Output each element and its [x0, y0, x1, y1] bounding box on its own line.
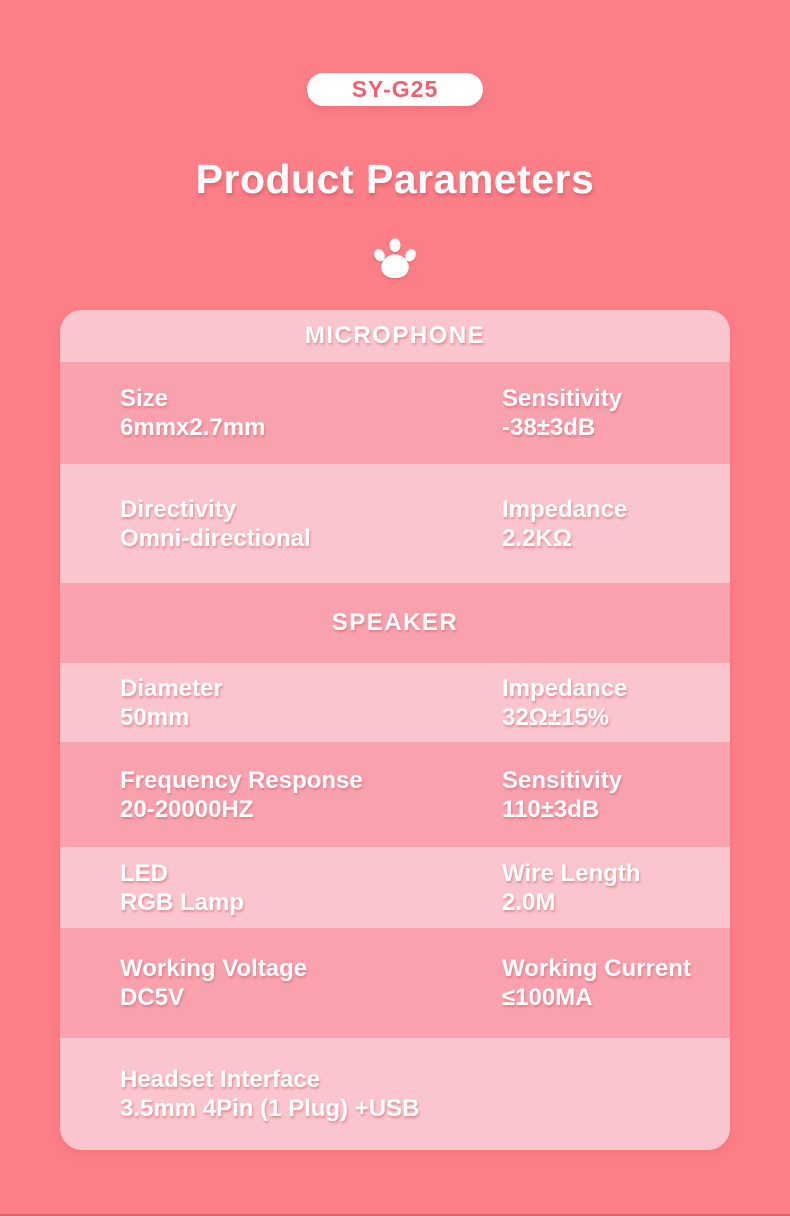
spec-value: 3.5mm 4Pin (1 Plug) +USB [120, 1095, 420, 1122]
spec-row [60, 663, 730, 742]
spec-cell-left [60, 384, 502, 442]
spec-label: Size [120, 385, 169, 412]
spec-label: Working Voltage [120, 955, 308, 982]
spec-label: Wire Length [502, 859, 641, 887]
spec-value: 2.2KΩ [502, 524, 572, 552]
spec-row [60, 362, 730, 464]
spec-value: 50mm [120, 703, 190, 731]
spec-cell-left [60, 766, 502, 824]
model-badge-label: SY-G25 [351, 76, 439, 102]
section-header-microphone: MICROPHONE [60, 310, 730, 362]
spec-value: 20-20000HZ [120, 795, 254, 823]
spec-cell-left [60, 495, 502, 553]
spec-label: Headset Interface [120, 1066, 321, 1093]
spec-cell-left [60, 859, 502, 917]
spec-cell-right [502, 859, 730, 917]
spec-label: Frequency Response [120, 766, 363, 794]
spec-label: LED [120, 859, 168, 887]
spec-value: -38±3dB [502, 414, 596, 441]
page-title: Product Parameters [195, 156, 595, 202]
spec-value: 110±3dB [502, 795, 600, 823]
spec-cell-right [502, 954, 730, 1012]
paw-icon [372, 237, 418, 279]
spec-cell-left [60, 674, 502, 732]
spec-row [60, 464, 730, 583]
spec-row [60, 742, 730, 847]
spec-value: 2.0M [502, 888, 556, 916]
spec-cell-right [502, 384, 730, 442]
spec-label: Working Current [502, 955, 691, 982]
spec-card [60, 310, 730, 1150]
spec-cell-right [502, 766, 730, 824]
spec-label: Impedance [502, 495, 628, 523]
spec-value: ≤100MA [502, 984, 593, 1011]
spec-value: DC5V [120, 984, 185, 1011]
spec-label: Diameter [120, 674, 223, 702]
spec-label: Impedance [502, 674, 628, 702]
spec-label: Directivity [120, 495, 237, 523]
spec-label: Sensitivity [502, 766, 623, 794]
model-badge [307, 73, 483, 106]
spec-value: RGB Lamp [120, 888, 245, 916]
spec-cell-left [60, 954, 502, 1012]
spec-label: Sensitivity [502, 385, 623, 412]
spec-row [60, 1038, 730, 1150]
spec-row [60, 847, 730, 928]
spec-cell-right [502, 495, 730, 553]
spec-cell-left [60, 1065, 502, 1123]
spec-value: 6mmx2.7mm [120, 414, 266, 441]
spec-value: Omni-directional [120, 524, 311, 552]
spec-row [60, 928, 730, 1038]
spec-value: 32Ω±15% [502, 703, 610, 731]
spec-cell-right [502, 674, 730, 732]
section-header-speaker: SPEAKER [60, 583, 730, 663]
